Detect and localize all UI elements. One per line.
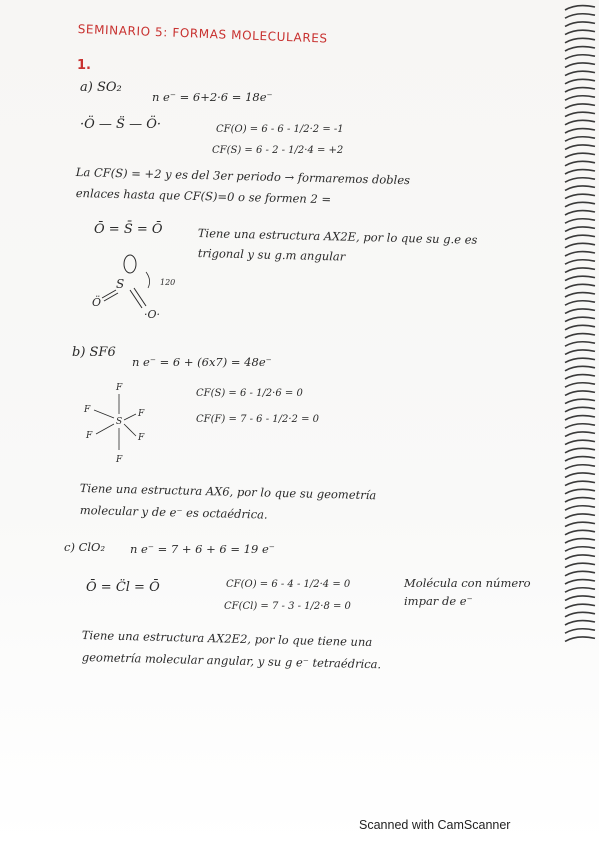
spiral-loop (565, 621, 595, 625)
spiral-loop (565, 539, 595, 543)
spiral-loop (565, 252, 595, 256)
spiral-loop (565, 22, 595, 26)
svg-text:Ö: Ö (92, 296, 102, 309)
spiral-loop (565, 96, 595, 100)
spiral-loop (565, 407, 595, 411)
spiral-loop (565, 383, 595, 387)
so2-lewis-structure: ·Ö — S̈ — Ö· (80, 117, 162, 132)
spiral-loop (565, 104, 595, 108)
clo2-lewis-structure: Ō = C̈l = Ō (86, 580, 160, 595)
spiral-loop (565, 571, 595, 575)
svg-text:S: S (116, 277, 125, 291)
spiral-loop (565, 112, 595, 116)
spiral-loop (565, 350, 595, 354)
spiral-loop (565, 14, 595, 18)
spiral-loop (565, 366, 595, 370)
spiral-loop (565, 555, 595, 559)
section-b-electrons: n e⁻ = 6 + (6x7) = 48e⁻ (132, 355, 272, 369)
spiral-loop (565, 120, 595, 124)
spiral-loop (565, 391, 595, 395)
sf6-octahedral-sketch (80, 380, 170, 465)
spiral-loop (565, 30, 595, 34)
spiral-loop (565, 481, 595, 485)
section-b-label: b) SF6 (72, 345, 116, 360)
spiral-loop (565, 448, 595, 452)
spiral-loop (565, 145, 595, 149)
spiral-loop (565, 514, 595, 518)
svg-text:F: F (116, 383, 123, 393)
so2-double-bond-structure: Ō = S̄ = Ō (94, 222, 163, 237)
spiral-loop (565, 358, 595, 362)
spiral-loop (565, 260, 595, 264)
question-number: 1. (77, 58, 91, 73)
spiral-loop (565, 547, 595, 551)
spiral-loop (565, 227, 595, 231)
spiral-loop (565, 522, 595, 526)
spiral-loop (565, 268, 595, 272)
spiral-loop (565, 473, 595, 477)
spiral-loop (565, 399, 595, 403)
spiral-loop (565, 465, 595, 469)
spiral-loop (565, 79, 595, 83)
svg-text:F: F (138, 409, 145, 419)
sf6-geometry-desc2: molecular y de e⁻ es octaédrica. (79, 503, 268, 522)
spiral-loop (565, 153, 595, 157)
clo2-geometry-desc2: geometría molecular angular, y su g e⁻ tetraédrica. (81, 650, 382, 672)
spiral-loop (565, 457, 595, 461)
clo2-note-line1: Molécula con número (404, 576, 531, 590)
spiral-loop (565, 55, 595, 59)
so2-cf-sulfur: CF(S) = 6 - 2 - 1/2·4 = +2 (212, 145, 344, 156)
svg-text:·O·: ·O· (144, 308, 161, 321)
spiral-loop (565, 604, 595, 608)
so2-geometry-desc2: trigonal y su g.m angular (197, 246, 346, 264)
spiral-loop (565, 186, 595, 190)
spiral-loop (565, 194, 595, 198)
spiral-loop (565, 6, 595, 10)
spiral-loop (565, 211, 595, 215)
so2-explanation-line2: enlaces hasta que CF(S)=0 o se formen 2 = (75, 186, 332, 207)
so2-3d-sketch (86, 252, 186, 322)
spiral-loop (565, 334, 595, 338)
spiral-loop (565, 129, 595, 133)
spiral-binding (555, 0, 599, 650)
spiral-loop (565, 170, 595, 174)
spiral-loop (565, 596, 595, 600)
spiral-loop (565, 161, 595, 165)
spiral-loop (565, 202, 595, 206)
spiral-loop (565, 612, 595, 616)
section-c-electrons: n e⁻ = 7 + 6 + 6 = 19 e⁻ (130, 542, 275, 556)
so2-cf-oxygen: CF(O) = 6 - 6 - 1/2·2 = -1 (216, 124, 344, 135)
spiral-loop (565, 235, 595, 239)
spiral-loop (565, 530, 595, 534)
svg-text:F: F (116, 455, 123, 465)
spiral-loop (565, 301, 595, 305)
svg-text:F: F (138, 433, 145, 443)
spiral-loop (565, 317, 595, 321)
spiral-loop (565, 506, 595, 510)
spiral-loop (565, 293, 595, 297)
spiral-loop (565, 276, 595, 280)
spiral-loop (565, 71, 595, 75)
spiral-loop (565, 489, 595, 493)
clo2-note-line2: impar de e⁻ (404, 594, 473, 608)
spiral-loop (565, 424, 595, 428)
so2-explanation-line1: La CF(S) = +2 y es del 3er periodo → formaremos dobles (75, 165, 411, 188)
sf6-geometry-desc1: Tiene una estructura AX6, por lo que su geometría (79, 481, 377, 503)
clo2-cf-oxygen: CF(O) = 6 - 4 - 1/2·4 = 0 (226, 579, 351, 590)
spiral-loop (565, 580, 595, 584)
spiral-loop (565, 243, 595, 247)
sf6-cf-sulfur: CF(S) = 6 - 1/2·6 = 0 (196, 388, 303, 399)
svg-text:F: F (86, 431, 93, 441)
spiral-loop (565, 432, 595, 436)
svg-text:F: F (84, 405, 91, 415)
spiral-loop (565, 416, 595, 420)
spiral-loop (565, 440, 595, 444)
so2-bond-angle: 120 (160, 278, 176, 287)
section-a-label: a) SO₂ (80, 80, 122, 95)
spiral-loop (565, 588, 595, 592)
spiral-loop (565, 284, 595, 288)
spiral-loop (565, 498, 595, 502)
spiral-loop (565, 137, 595, 141)
spiral-loop (565, 38, 595, 42)
spiral-loop (565, 63, 595, 67)
spiral-loop (565, 178, 595, 182)
so2-geometry-desc1: Tiene una estructura AX2E, por lo que su g.e es (197, 226, 478, 247)
spiral-loop (565, 88, 595, 92)
svg-text:S: S (116, 417, 123, 427)
spiral-loop (565, 47, 595, 51)
section-a-electrons: n e⁻ = 6+2·6 = 18e⁻ (152, 90, 273, 104)
sf6-cf-fluorine: CF(F) = 7 - 6 - 1/2·2 = 0 (196, 414, 319, 425)
clo2-cf-chlorine: CF(Cl) = 7 - 3 - 1/2·8 = 0 (224, 601, 351, 612)
section-c-label: c) ClO₂ (64, 540, 106, 554)
spiral-loop (565, 325, 595, 329)
spiral-loop (565, 309, 595, 313)
spiral-loop (565, 219, 595, 223)
spiral-loop (565, 342, 595, 346)
scanner-watermark: Scanned with CamScanner (359, 818, 511, 832)
clo2-geometry-desc1: Tiene una estructura AX2E2, por lo que tiene una (81, 628, 373, 650)
spiral-loop (565, 637, 595, 641)
page-title: SEMINARIO 5: FORMAS MOLECULARES (77, 22, 328, 46)
spiral-loop (565, 563, 595, 567)
spiral-loop (565, 629, 595, 633)
spiral-loop (565, 375, 595, 379)
